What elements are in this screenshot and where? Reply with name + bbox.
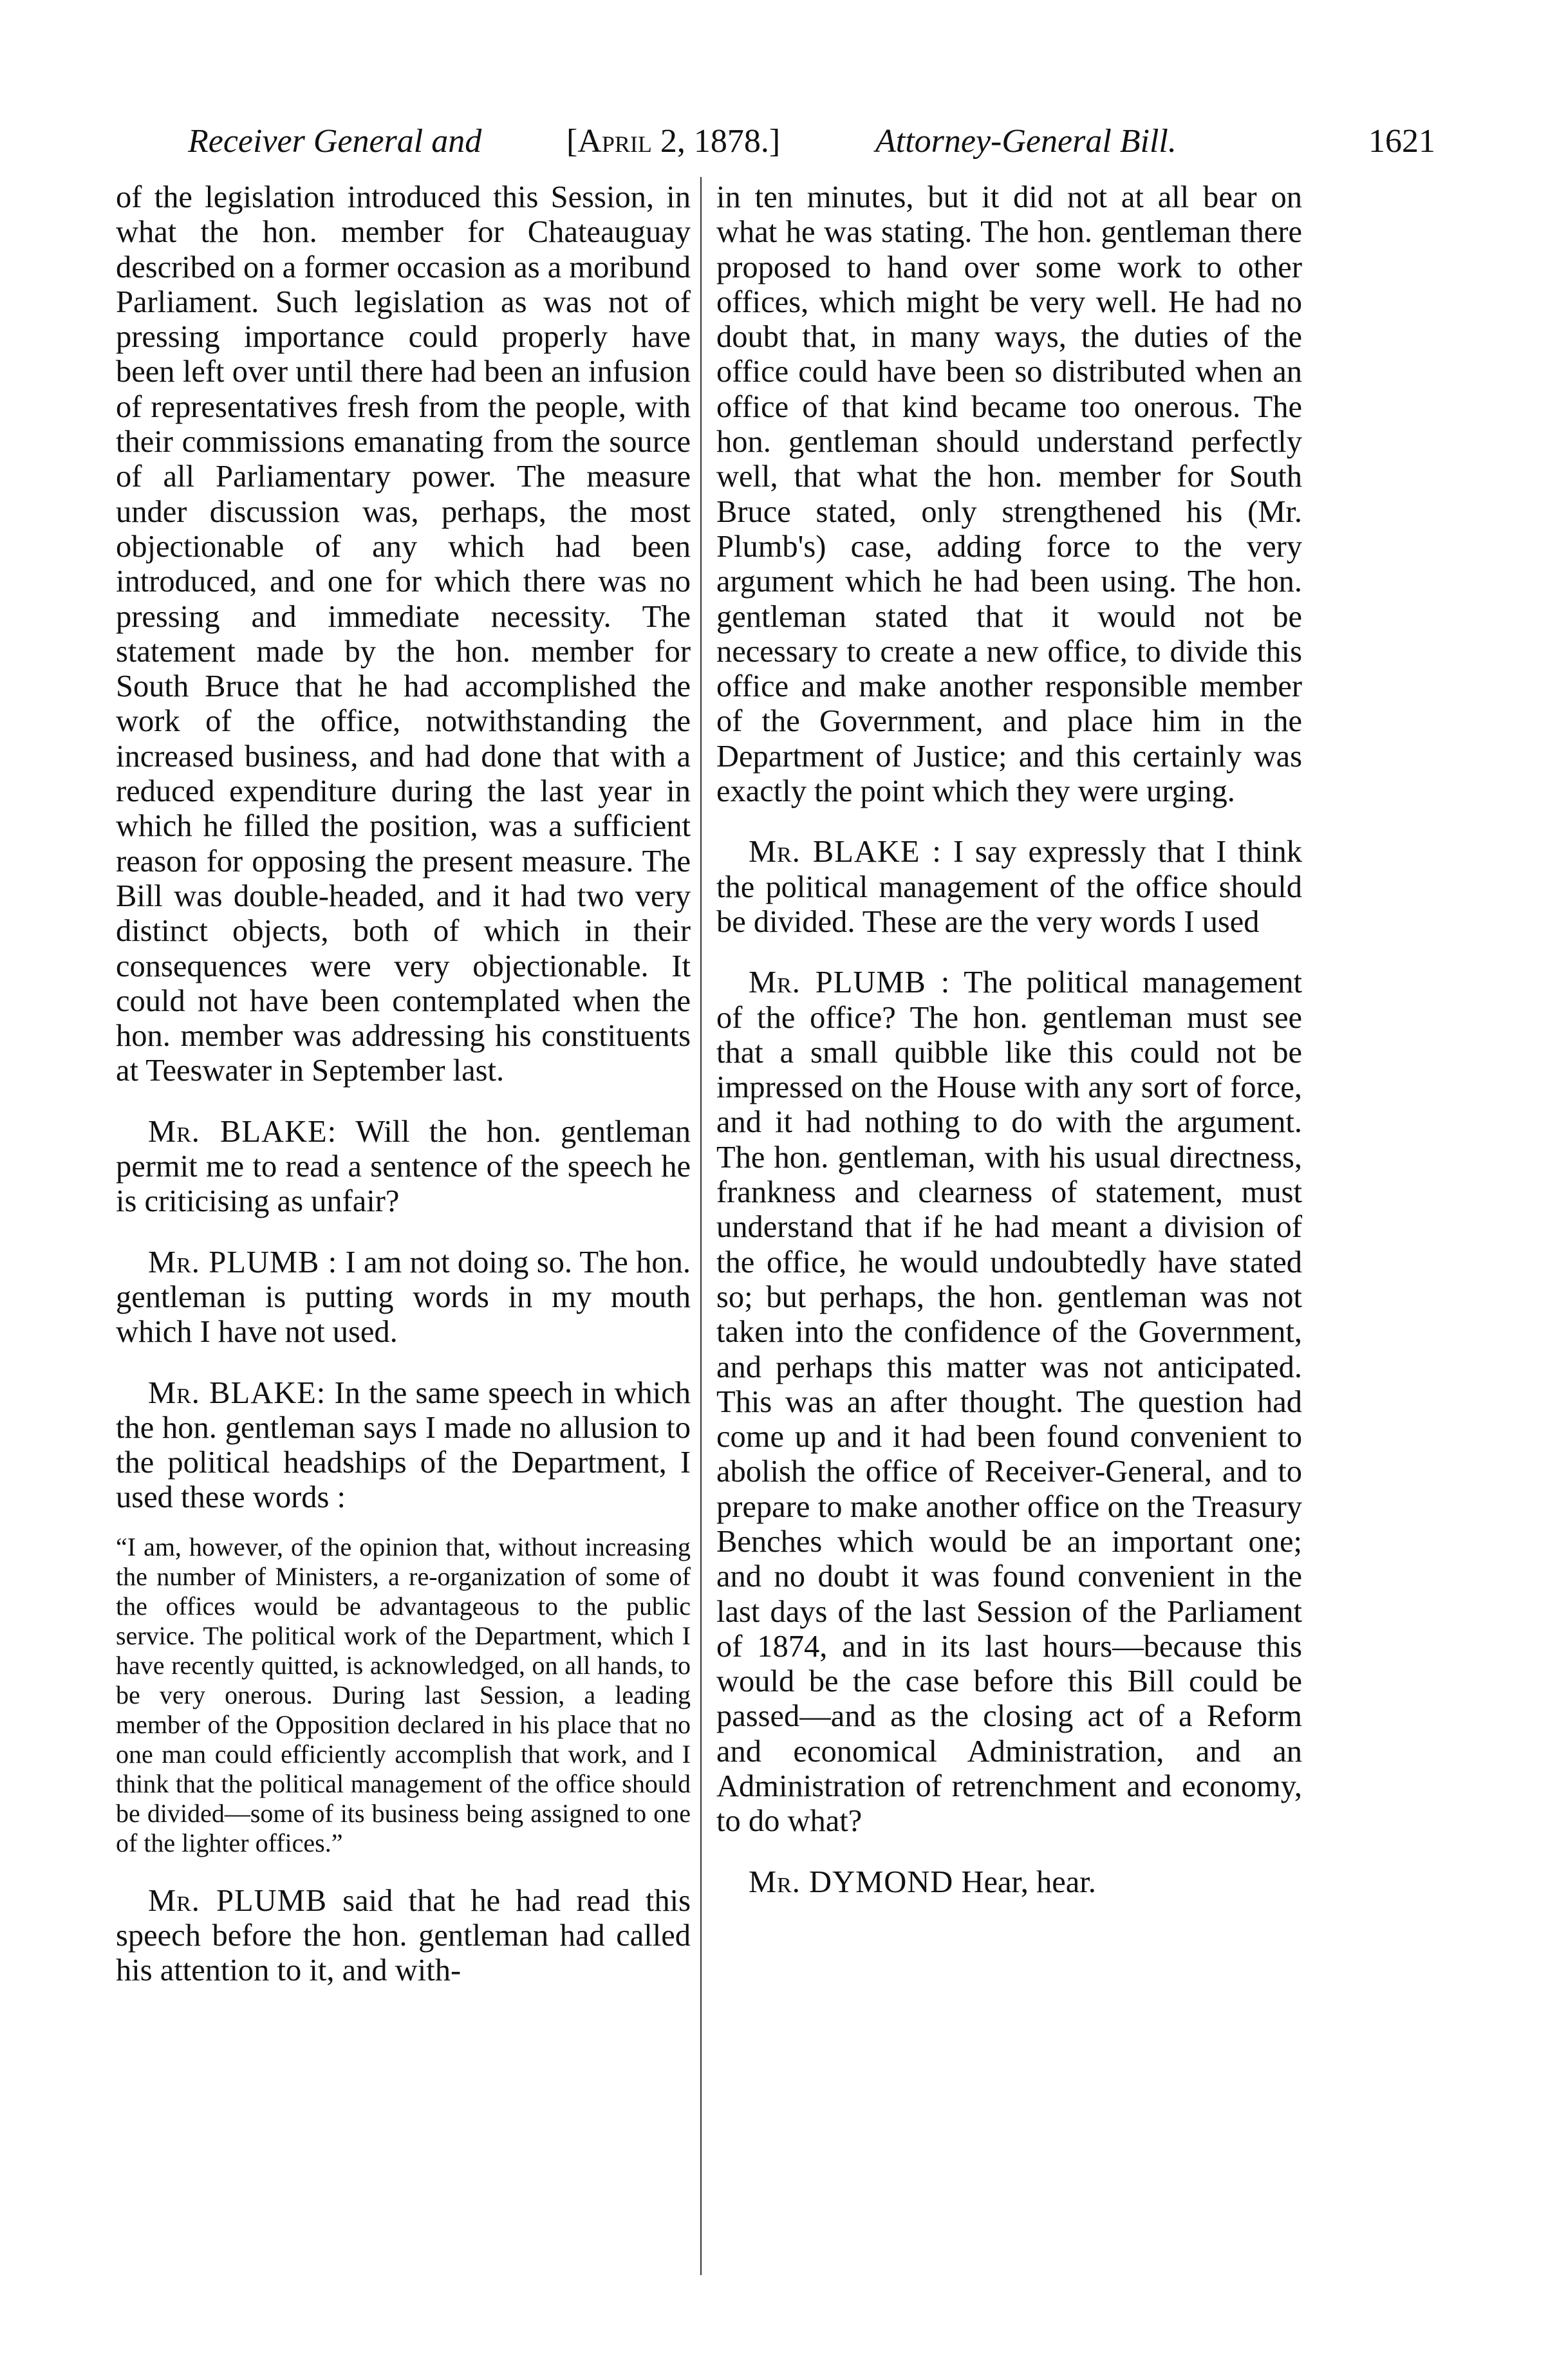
column-divider <box>700 177 702 2275</box>
quoted-speech: “I am, however, of the opinion that, without increasing the number of Ministers, a re-organization of some of the offices would be advantageous to the public service. The political work of the Department, which I have recently quitted, is acknowledged, on all hands, to be very onerous. During last Session, a leading member of the Opposition declared in his place that no one man could efficiently accomplish that work, and I think that the political management of the office should be divided—some of its business being assigned to one of the lighter offices.” <box>116 1532 691 1857</box>
right-paragraph-2 <box>716 835 1302 940</box>
speaker-name: Mr. BLAKE: <box>148 1114 337 1149</box>
header-date-rest: 2, 1878. <box>660 123 769 160</box>
left-paragraph-1: of the legislation introduced this Session, in what the hon. member for Chateauguay described on a former occasion as a moribund Parliament. Such legislation as was not of pressing importance could properly have been left over until there had been an infusion of representatives fresh from the people, with their commissions emanating from the source of all Parliamentary power. The measure under discussion was, perhaps, the most objectionable of any which had been introduced, and one for which there was no pressing and immediate necessity. The statement made by the hon. member for South Bruce that he had accomplished the work of the office, notwithstanding the increased business, and had done that with a reduced expenditure during the last year in which he filled the position, was a sufficient reason for opposing the present measure. The Bill was double-headed, and it had two very distinct objects, both of which in their consequences were very objectionable. It could not have been contemplated when the hon. member was addressing his constituents at Teeswater in September last. <box>116 180 691 1088</box>
header-date: [April 2, 1878.] <box>566 123 781 160</box>
speaker-name: Mr. PLUMB : <box>749 965 951 1000</box>
left-paragraph-3 <box>116 1245 691 1350</box>
header-date-month: April <box>577 123 652 160</box>
speaker-name: Mr. BLAKE : <box>749 835 942 869</box>
left-paragraph-2 <box>116 1115 691 1220</box>
speaker-name: Mr. DYMOND <box>749 1864 954 1899</box>
header-right-title: Attorney-General Bill. <box>875 123 1177 160</box>
speech-text: Will the hon. gentleman permit me to read a sentence of the speech he is criticising as unfair? <box>116 1114 691 1219</box>
speech-text: I am not doing so. The hon. gentleman is putting words in my mouth which I have not used. <box>116 1245 691 1350</box>
right-paragraph-4 <box>716 1865 1302 1900</box>
speech-text: I say expressly that I think the political management of the office should be divided. These are the very words I used <box>716 835 1302 939</box>
speech-text: The political management of the office? The hon. gentleman must see that a small quibble like this could not be impressed on the House with any sort of force, and it had nothing to do with the argument. The hon. gentleman, with his usual directness, frankness and clearness of statement, must understand that if he had meant a division of the office, he would undoubtedly have stated so; but perhaps, the hon. gentleman was not taken into the confidence of the Government, and perhaps this matter was not anticipated. This was an after thought. The question had come up and it had been found convenient to abolish the office of Receiver-General, and to prepare to make another office on the Treasury Benches which would be an important one; and no doubt it was found convenient in the last days of the last Session of the Parliament of 1874, and in its last hours—because this would be the case before this Bill could be passed—and as the closing act of a Reform and economical Administration, and an Administration of retrenchment and economy, to do what? <box>716 965 1302 1839</box>
left-column <box>116 180 691 1989</box>
page-number: 1621 <box>1368 123 1435 160</box>
right-paragraph-1: in ten minutes, but it did not at all bear on what he was stating. The hon. gentleman there proposed to hand over some work to other offices, which might be very well. He had no doubt that, in many ways, the duties of the office could have been so distributed when an office of that kind became too onerous. The hon. gentleman should understand perfectly well, that what the hon. member for South Bruce stated, only strengthened his (Mr. Plumb's) case, adding force to the very argument which he had been using. The hon. gentleman stated that it would not be necessary to create a new office, to divide this office and make another responsible member of the Government, and place him in the Department of Justice; and this certainly was exactly the point which they were urging. <box>716 180 1302 809</box>
speech-text: In the same speech in which the hon. gentleman says I made no allusion to the political headships of the Department, I used these words : <box>116 1375 691 1515</box>
right-column <box>716 180 1302 1900</box>
speaker-name: Mr. PLUMB : <box>148 1245 338 1279</box>
header-left-title: Receiver General and <box>188 123 482 160</box>
left-paragraph-4 <box>116 1376 691 1516</box>
left-paragraph-5 <box>116 1884 691 1989</box>
running-header <box>116 116 1435 167</box>
speaker-name: Mr. BLAKE: <box>148 1375 326 1410</box>
speech-text: said that he had read this speech before the hon. gentleman had called his attention to it, and with- <box>116 1883 691 1988</box>
speech-text: Hear, hear. <box>961 1864 1096 1899</box>
right-paragraph-3 <box>716 965 1302 1839</box>
speaker-name: Mr. PLUMB <box>148 1883 328 1918</box>
